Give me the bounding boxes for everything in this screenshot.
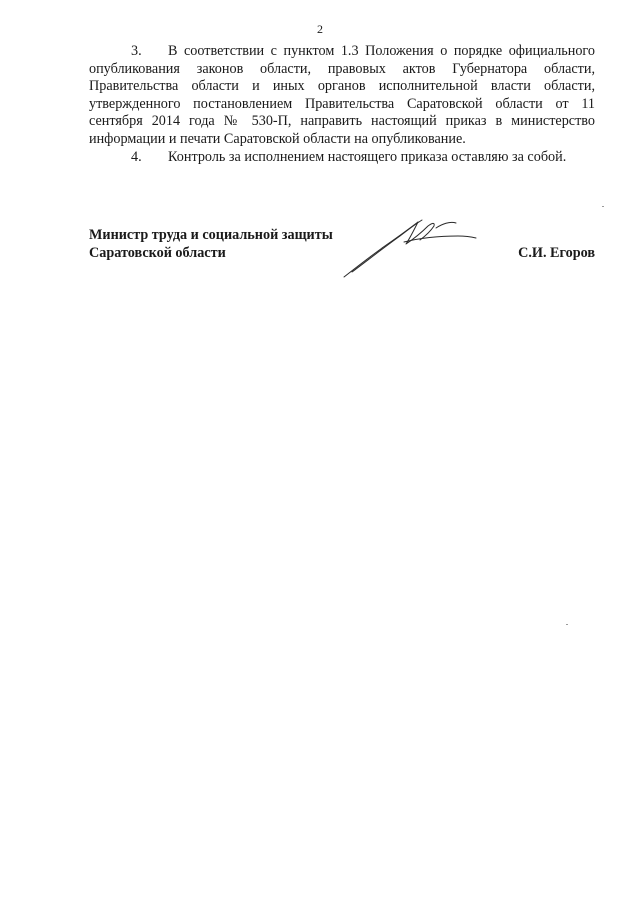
paragraph-number: 3. [131,43,142,59]
signer-name: С.И. Егоров [518,245,595,261]
scan-artifact [602,206,604,207]
paragraph-3 [89,43,595,149]
signer-position-line-1: Министр труда и социальной защиты [89,227,333,243]
signer-position [89,226,333,262]
signer-position-line-2: Саратовской области [89,245,226,261]
scan-artifact [566,624,568,625]
paragraph-number: 4. [131,148,142,165]
paragraph-text: Контроль за исполнением настоящего приказа оставляю за собой. [168,148,567,165]
page-number: 2 [317,22,323,36]
handwritten-signature [340,214,480,284]
paragraph-4 [89,149,595,167]
paragraph-text: В соответствии с пунктом 1.3 Положения о порядке официального опубликования законов области, правовых актов Губернатора области, Правительства области и иных органов исполнительной власти области, утвержденного постановлением Правительства Саратовской области от 11 сентября 2014 года № 530-П, направить настоящий приказ в министерство информации и печати Саратовской области на опубликование. [89,43,595,147]
document-body [89,43,595,166]
